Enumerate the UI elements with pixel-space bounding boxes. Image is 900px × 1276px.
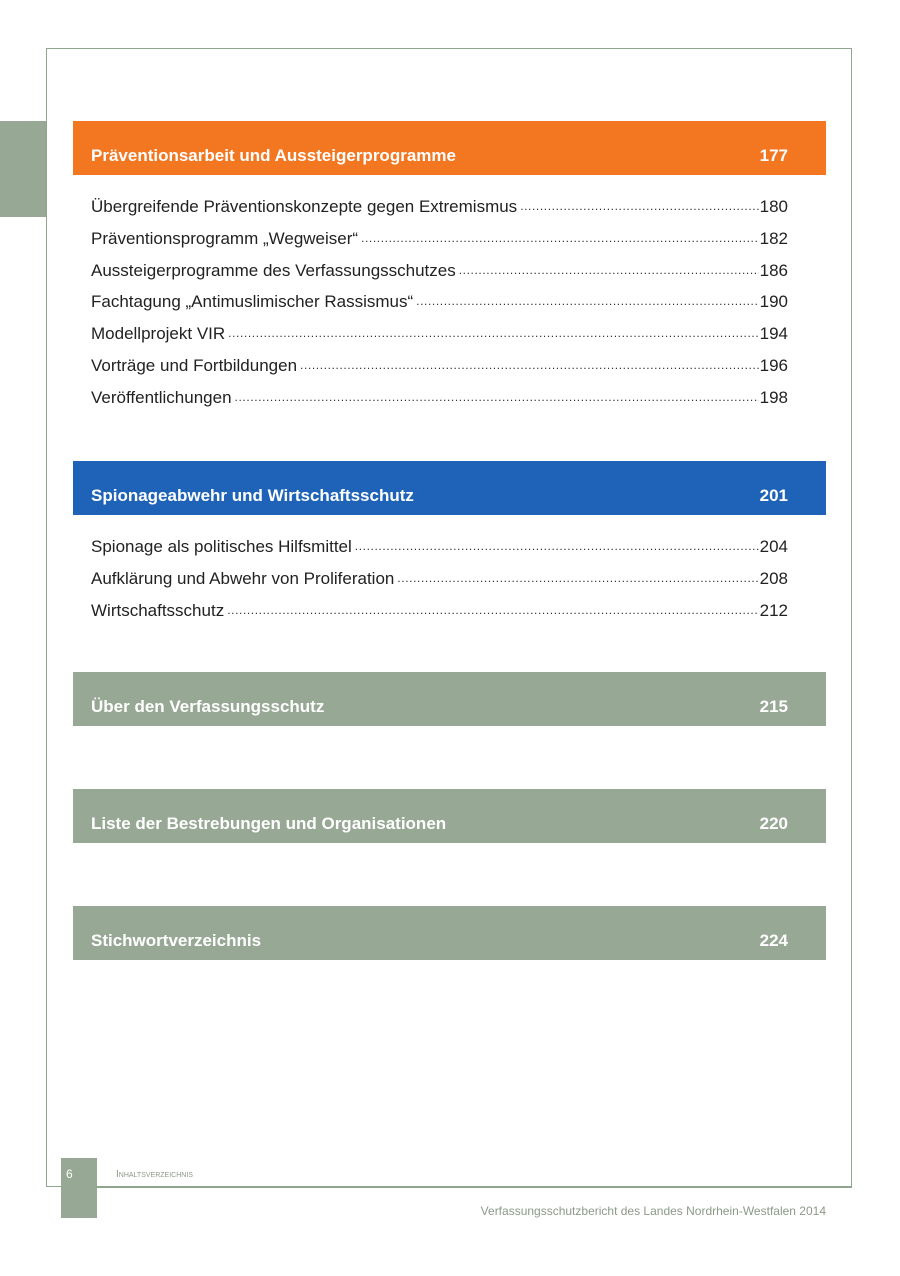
- toc-entry-title: Modellprojekt VIR: [91, 324, 226, 344]
- dot-leader: [300, 350, 759, 382]
- section-header[interactable]: [73, 121, 826, 175]
- dot-leader: [355, 531, 759, 563]
- dot-leader: [235, 382, 759, 414]
- toc-entry-page: 208: [759, 568, 788, 588]
- dot-leader: [397, 563, 758, 595]
- dot-leader: [227, 595, 758, 627]
- toc-entry[interactable]: [91, 350, 788, 382]
- toc-entry-page: 182: [759, 228, 788, 248]
- toc-entry-page: 190: [759, 292, 788, 312]
- toc-entry-title: Übergreifende Präventionskonzepte gegen Extremismus: [91, 197, 518, 216]
- toc-entry-page: 198: [759, 387, 788, 407]
- toc-entry[interactable]: [91, 191, 788, 223]
- section-title: Präventionsarbeit und Aussteigerprogramme: [91, 146, 456, 165]
- toc-entry-title: Fachtagung „Antimuslimischer Rassismus“: [91, 292, 414, 312]
- toc-entry-title: Veröffentlichungen: [91, 387, 232, 407]
- toc-entry[interactable]: [91, 563, 788, 595]
- toc-entry[interactable]: [91, 531, 788, 563]
- section-page-number: 201: [759, 486, 788, 505]
- section-header[interactable]: [73, 461, 826, 515]
- page-number-tab: [61, 1158, 97, 1218]
- toc-entry[interactable]: [91, 595, 788, 627]
- toc-entry-page: 186: [759, 260, 788, 280]
- dot-leader: [459, 255, 759, 287]
- dot-leader: [416, 286, 758, 318]
- toc-entry-title: Aussteigerprogramme des Verfassungsschutzes: [91, 260, 456, 280]
- section-title: Liste der Bestrebungen und Organisationen: [91, 814, 447, 833]
- toc-entry[interactable]: [91, 382, 788, 414]
- toc-entry-title: Aufklärung und Abwehr von Proliferation: [91, 568, 395, 588]
- toc-entry[interactable]: [91, 255, 788, 287]
- toc-section-stichwortverzeichnis: [73, 906, 826, 960]
- toc-entry-list: [73, 191, 826, 414]
- toc-entry-list: [73, 531, 826, 626]
- section-title: Stichwortverzeichnis: [91, 931, 262, 950]
- toc-section-liste-der-bestrebungen: [73, 789, 826, 843]
- toc-entry[interactable]: [91, 318, 788, 350]
- section-page-number: 224: [759, 931, 788, 950]
- toc-entry-title: Spionage als politisches Hilfsmittel: [91, 537, 352, 556]
- section-header[interactable]: [73, 789, 826, 843]
- side-tab-marker: [0, 121, 46, 217]
- section-header[interactable]: [73, 672, 826, 726]
- dot-leader: [520, 191, 758, 223]
- toc-entry-page: 212: [759, 600, 788, 620]
- toc-entry-page: 204: [759, 537, 788, 556]
- footer-section-label: Inhaltsverzeichnis: [116, 1169, 193, 1180]
- section-page-number: 215: [759, 697, 788, 716]
- toc-entry[interactable]: [91, 223, 788, 255]
- toc-section-ueber-den-verfassungsschutz: [73, 672, 826, 726]
- dot-leader: [228, 318, 758, 350]
- toc-entry[interactable]: [91, 286, 788, 318]
- toc-entry-page: 180: [759, 197, 788, 216]
- section-title: Spionageabwehr und Wirtschaftsschutz: [91, 486, 414, 505]
- page-number: 6: [66, 1167, 73, 1181]
- toc-entry-title: Präventionsprogramm „Wegweiser“: [91, 228, 359, 248]
- toc-entry-page: 194: [759, 324, 788, 344]
- section-header[interactable]: [73, 906, 826, 960]
- footer-rule: [97, 1187, 852, 1188]
- section-page-number: 177: [759, 146, 788, 165]
- footer-report-title: Verfassungsschutzbericht des Landes Nordrhein-Westfalen 2014: [480, 1204, 826, 1218]
- toc-section-praevention: [73, 121, 826, 414]
- toc-section-spionageabwehr: [73, 461, 826, 626]
- dot-leader: [361, 223, 759, 255]
- toc-entry-page: 196: [759, 355, 788, 375]
- toc-entry-title: Vorträge und Fortbildungen: [91, 355, 298, 375]
- toc-entry-title: Wirtschaftsschutz: [91, 600, 225, 620]
- section-title: Über den Verfassungsschutz: [91, 697, 325, 716]
- section-page-number: 220: [759, 814, 788, 833]
